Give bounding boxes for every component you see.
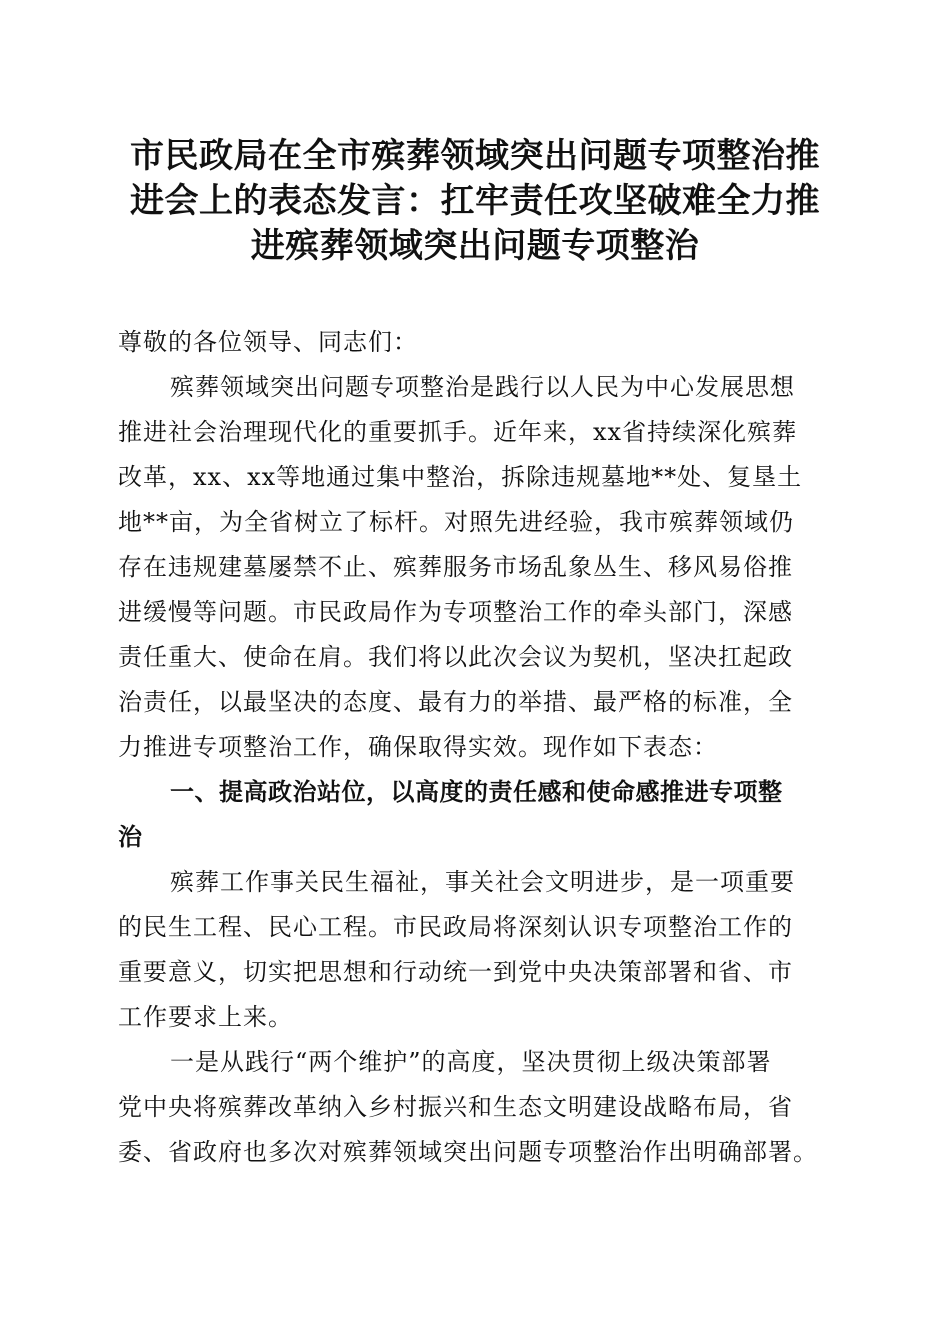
section-heading-1 [118, 770, 838, 860]
paragraph-line: 推进社会治理现代化的重要抓手。近年来，xx省持续深化殡葬 [118, 418, 798, 446]
paragraph-intro [118, 365, 838, 770]
paragraph-line: 地**亩，为全省树立了标杆。对照先进经验，我市殡葬领域仍 [118, 508, 794, 536]
heading-line: 治 [118, 823, 143, 851]
heading-line: 一、提高政治站位，以高度的责任感和使命感推进专项整 [170, 778, 783, 806]
document-body [118, 320, 838, 1175]
paragraph-line: 委、省政府也多次对殡葬领域突出问题专项整治作出明确部署。 [118, 1138, 818, 1166]
paragraph-section-1 [118, 860, 838, 1040]
paragraph-line: 的民生工程、民心工程。市民政局将深刻认识专项整治工作的 [118, 913, 793, 941]
document-title [112, 134, 838, 269]
paragraph-line: 进缓慢等问题。市民政局作为专项整治工作的牵头部门，深感 [118, 598, 793, 626]
paragraph-line: 存在违规建墓屡禁不止、殡葬服务市场乱象丛生、移风易俗推 [118, 553, 793, 581]
paragraph-line: 重要意义，切实把思想和行动统一到党中央决策部署和省、市 [118, 958, 793, 986]
paragraph-line: 工作要求上来。 [118, 1003, 293, 1031]
paragraph-line: 一是从践行“两个维护”的高度，坚决贯彻上级决策部署 [170, 1048, 772, 1076]
paragraph-line: 殡葬领域突出问题专项整治是践行以人民为中心发展思想 [170, 373, 795, 401]
paragraph-point-1 [118, 1040, 838, 1175]
paragraph-line: 力推进专项整治工作，确保取得实效。现作如下表态： [118, 733, 718, 761]
paragraph-line: 治责任，以最坚决的态度、最有力的举措、最严格的标准，全 [118, 688, 793, 716]
paragraph-line: 殡葬工作事关民生福祉，事关社会文明进步，是一项重要 [170, 868, 795, 896]
title-line-1: 市民政局在全市殡葬领域突出问题专项整治推 [130, 136, 820, 176]
salutation: 尊敬的各位领导、同志们： [118, 328, 418, 356]
paragraph-line: 改革，xx、xx等地通过集中整治，拆除违规墓地**处、复垦土 [118, 463, 803, 491]
paragraph-line: 责任重大、使命在肩。我们将以此次会议为契机，坚决扛起政 [118, 643, 793, 671]
paragraph-line: 党中央将殡葬改革纳入乡村振兴和生态文明建设战略布局，省 [118, 1093, 793, 1121]
title-line-3: 进殡葬领域突出问题专项整治 [250, 226, 700, 266]
title-line-2: 进会上的表态发言：扛牢责任攻坚破难全力推 [130, 181, 820, 221]
